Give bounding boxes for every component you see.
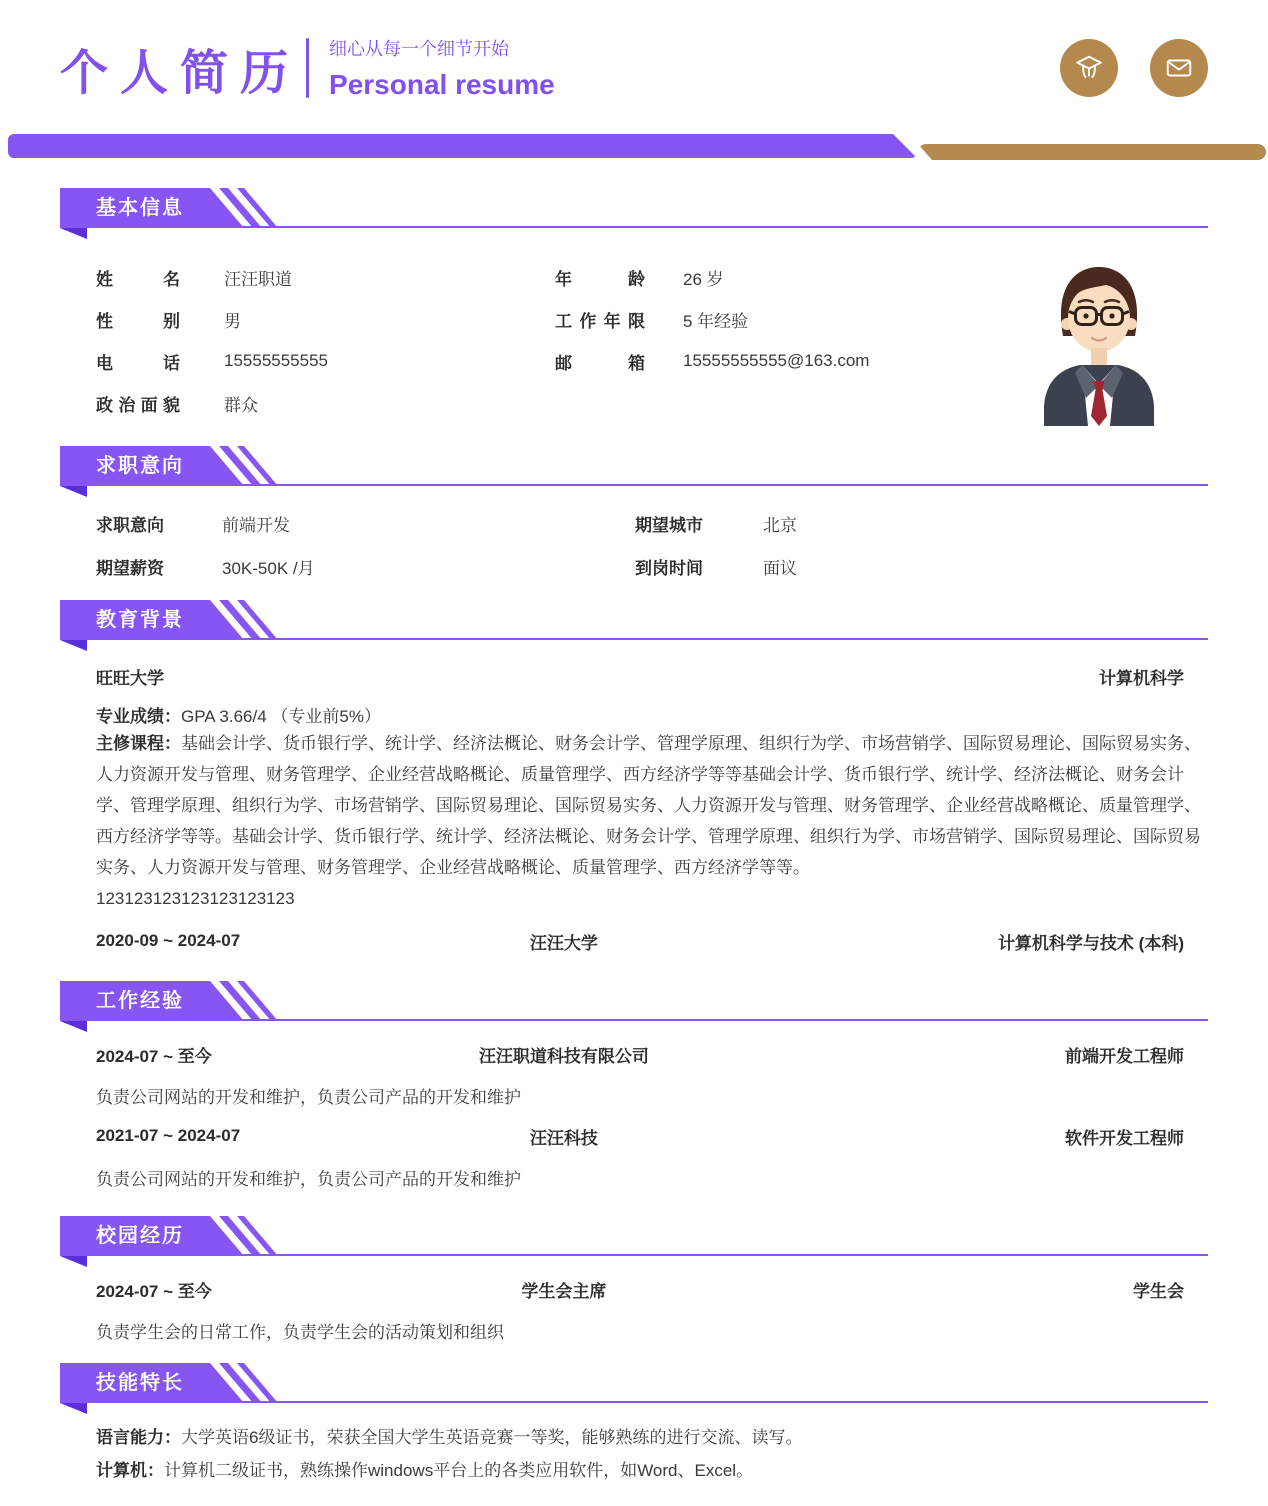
education-extra-line: 123123123123123123123 xyxy=(96,889,295,908)
subtitle-english: Personal resume xyxy=(329,69,555,100)
skill-computer xyxy=(60,1454,1208,1487)
section-title-basic: 基本信息 xyxy=(96,197,184,219)
field-label: 到岗时间 xyxy=(635,559,703,578)
banner-tan-stripe xyxy=(918,144,1266,160)
graduation-cap-icon[interactable] xyxy=(1060,39,1118,97)
education-field: 计算机科学 xyxy=(1099,669,1184,688)
field-label: 政治面貌 xyxy=(96,395,180,415)
section-work-experience xyxy=(60,981,1208,1189)
field-value: 汪汪职道 xyxy=(224,269,292,289)
education-courses xyxy=(60,728,1208,883)
field-label: 期望薪资 xyxy=(96,559,164,578)
field-label: 电话 xyxy=(96,353,180,373)
field-value: 15555555555 xyxy=(224,351,329,370)
field-label: 性别 xyxy=(96,311,180,331)
education-timeline-row xyxy=(60,928,1208,954)
work-date: 2021-07 ~ 2024-07 xyxy=(96,1126,241,1145)
field-label: 期望城市 xyxy=(635,516,703,535)
field-expected-city xyxy=(635,502,797,545)
field-value: 男 xyxy=(224,311,241,331)
field-phone xyxy=(96,340,555,382)
field-label: 工作年限 xyxy=(555,311,645,331)
section-skills xyxy=(60,1363,1208,1487)
work-row xyxy=(60,1123,1208,1149)
skill-text: 计算机二级证书，熟练操作windows平台上的各类应用软件，如Word、Excel。 xyxy=(164,1461,754,1480)
campus-org: 学生会 xyxy=(1132,1281,1184,1301)
timeline-date: 2020-09 ~ 2024-07 xyxy=(96,931,241,950)
work-date: 2024-07 ~ 至今 xyxy=(96,1046,212,1066)
work-role: 前端开发工程师 xyxy=(1064,1046,1184,1066)
campus-date: 2024-07 ~ 至今 xyxy=(96,1281,212,1301)
section-title-campus: 校园经历 xyxy=(96,1225,184,1247)
skill-language xyxy=(60,1421,1208,1454)
timeline-school: 汪汪大学 xyxy=(529,933,598,953)
section-header-intention xyxy=(60,446,1208,498)
section-header-work xyxy=(60,981,1208,1033)
field-value: 面议 xyxy=(763,559,797,578)
mail-icon[interactable] xyxy=(1150,39,1208,97)
work-description: 负责公司网站的开发和维护，负责公司产品的开发和维护 xyxy=(96,1088,521,1107)
field-label: 邮箱 xyxy=(555,353,645,373)
section-basic-info xyxy=(60,188,1208,424)
banner-purple-stripe xyxy=(8,134,917,158)
section-header-education xyxy=(60,600,1208,652)
field-label: 求职意向 xyxy=(96,516,164,535)
education-gpa-line xyxy=(60,702,1208,728)
section-title-skills: 技能特长 xyxy=(96,1372,184,1394)
section-title-work: 工作经验 xyxy=(96,990,184,1012)
section-title-education: 教育背景 xyxy=(96,609,184,631)
section-campus-experience xyxy=(60,1216,1208,1342)
field-label: 姓名 xyxy=(96,269,180,289)
skill-label: 语言能力： xyxy=(96,1428,181,1447)
avatar xyxy=(1036,254,1162,426)
field-value: 26 岁 xyxy=(683,269,724,289)
campus-position: 学生会主席 xyxy=(521,1281,607,1301)
field-value: 前端开发 xyxy=(222,516,290,535)
work-company: 汪汪职道科技有限公司 xyxy=(478,1046,649,1066)
work-company: 汪汪科技 xyxy=(529,1128,598,1148)
courses-text: 基础会计学、货币银行学、统计学、经济法概论、财务会计学、管理学原理、组织行为学、市场营销学、国际贸易理论、国际贸易实务、人力资源开发与管理、财务管理学、企业经营战略概论、质量管理学、西方经济学等等基础会计学、货币银行学、统计学、经济法概论、财务会计学、管理学原理、组织行为学、市场营销学、国际贸易理论、国际贸易实务、人力资源开发与管理、财务管理学、企业经营战略概论、质量管理学、西方经济学等等。基础会计学、货币银行学、统计学、经济法概论、财务会计学、管理学原理、组织行为学、市场营销学、国际贸易理论、国际贸易实务、人力资源开发与管理、财务管理学、企业经营战略概论、质量管理学、西方经济学等等。 xyxy=(96,734,1201,877)
timeline-degree: 计算机科学与技术 (本科) xyxy=(997,933,1184,953)
field-value: 30K-50K /月 xyxy=(222,559,315,578)
work-role: 软件开发工程师 xyxy=(1064,1128,1184,1148)
title-divider xyxy=(306,38,309,98)
skill-text: 大学英语6级证书，荣获全国大学生英语竞赛一等奖，能够熟练的进行交流、读写。 xyxy=(181,1428,803,1447)
skill-label: 计算机： xyxy=(96,1461,164,1480)
field-value: 5 年经验 xyxy=(683,311,749,331)
tagline: 细心从每一个细节开始 xyxy=(329,39,510,59)
section-job-intention xyxy=(60,446,1208,588)
page-header xyxy=(0,0,1268,106)
field-label: 年龄 xyxy=(555,269,645,289)
field-job-intention xyxy=(96,502,635,545)
gpa-value: GPA 3.66/4 （专业前5%） xyxy=(181,707,381,726)
field-expected-salary xyxy=(96,545,635,588)
section-education xyxy=(60,600,1208,954)
field-email xyxy=(555,340,869,382)
gpa-label: 专业成绩： xyxy=(96,707,181,726)
field-value: 北京 xyxy=(763,516,797,535)
field-value: 群众 xyxy=(224,395,258,415)
section-header-basic xyxy=(60,188,1208,240)
field-available-time xyxy=(635,545,797,588)
section-header-skills xyxy=(60,1363,1208,1415)
work-description: 负责公司网站的开发和维护，负责公司产品的开发和维护 xyxy=(96,1170,521,1189)
field-value: 15555555555@163.com xyxy=(683,351,870,370)
courses-label: 主修课程： xyxy=(96,734,181,753)
work-row xyxy=(60,1041,1208,1067)
field-gender xyxy=(96,298,555,340)
section-header-campus xyxy=(60,1216,1208,1268)
education-school: 旺旺大学 xyxy=(96,669,164,688)
page-title: 个人简历 xyxy=(60,46,301,100)
section-title-intention: 求职意向 xyxy=(96,455,184,477)
campus-row xyxy=(60,1276,1208,1302)
field-work-years xyxy=(555,298,869,340)
field-political-status xyxy=(96,382,555,424)
field-name xyxy=(96,256,555,298)
campus-description: 负责学生会的日常工作，负责学生会的活动策划和组织 xyxy=(96,1323,504,1342)
field-age xyxy=(555,256,869,298)
banner-stripes xyxy=(0,134,1268,162)
